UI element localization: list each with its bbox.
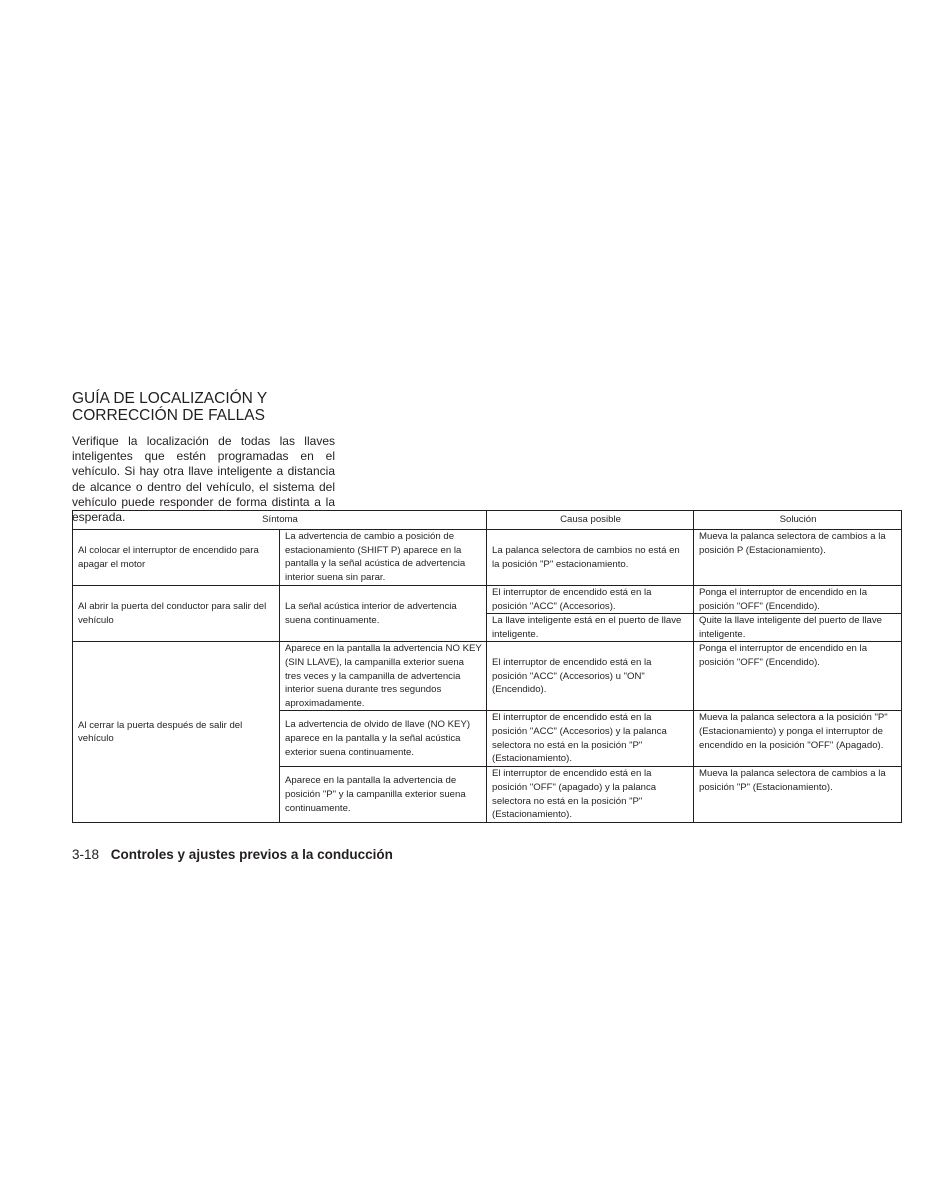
cause-cell: La palanca selectora de cambios no está en la posición "P" estacionamiento. <box>487 530 694 586</box>
symptom-cell: La advertencia de cambio a posición de estacionamiento (SHIFT P) aparece en la pantalla y la señal acústica de advertencia interior suena sin parar. <box>280 530 487 586</box>
header-symptom: Síntoma <box>73 511 487 530</box>
table-row <box>73 586 902 614</box>
cause-cell: El interruptor de encendido está en la posición "ACC" (Accesorios). <box>487 586 694 614</box>
section-heading-line1: GUÍA DE LOCALIZACIÓN Y <box>72 390 268 407</box>
solution-cell: Mueva la palanca selectora de cambios a la posición "P" (Estacionamiento). <box>694 767 902 823</box>
solution-cell: Ponga el interruptor de encendido en la posición "OFF" (Encendido). <box>694 586 902 614</box>
section-heading <box>72 390 342 424</box>
condition-cell: Al cerrar la puerta después de salir del vehículo <box>73 642 280 823</box>
chapter-title: Controles y ajustes previos a la conducción <box>110 847 393 862</box>
header-solution: Solución <box>694 511 902 530</box>
cause-cell: El interruptor de encendido está en la posición "ACC" (Accesorios) y la palanca selectora no está en la posición "P" (Estacionamiento). <box>487 711 694 767</box>
intro-paragraph: Verifique la localización de todas las llaves inteligentes que estén programadas en el vehículo. Si hay otra llave inteligente a distancia de alcance o dentro del vehículo, el sistema del vehículo puede responder de forma distinta a la esperada. <box>72 434 335 525</box>
solution-cell: Quite la llave inteligente del puerto de llave inteligente. <box>694 614 902 642</box>
cause-cell: La llave inteligente está en el puerto de llave inteligente. <box>487 614 694 642</box>
condition-cell: Al colocar el interruptor de encendido para apagar el motor <box>73 530 280 586</box>
header-cause: Causa posible <box>487 511 694 530</box>
table-header-row <box>73 511 902 530</box>
page-number: 3-18 <box>72 847 100 862</box>
solution-cell: Mueva la palanca selectora a la posición "P" (Estacionamiento) y ponga el interruptor de encendido en la posición "OFF" (Apagado). <box>694 711 902 767</box>
symptom-cell: La advertencia de olvido de llave (NO KEY) aparece en la pantalla y la señal acústica exterior suena continuamente. <box>280 711 487 767</box>
section-heading-line2: CORRECCIÓN DE FALLAS <box>72 407 265 424</box>
cause-cell: El interruptor de encendido está en la posición "ACC" (Accesorios) u "ON" (Encendido). <box>487 642 694 711</box>
table-row <box>73 642 902 711</box>
troubleshooting-table <box>72 510 902 823</box>
table-row <box>73 530 902 586</box>
solution-cell: Ponga el interruptor de encendido en la posición "OFF" (Encendido). <box>694 642 902 711</box>
cause-cell: El interruptor de encendido está en la posición "OFF" (apagado) y la palanca selectora no está en la posición "P" (Estacionamiento). <box>487 767 694 823</box>
condition-cell: Al abrir la puerta del conductor para salir del vehículo <box>73 586 280 642</box>
page-footer <box>72 846 393 864</box>
symptom-cell: Aparece en la pantalla la advertencia NO KEY (SIN LLAVE), la campanilla exterior suena tres veces y la campanilla de advertencia interior suena durante tres segundos aproximadamente. <box>280 642 487 711</box>
solution-cell: Mueva la palanca selectora de cambios a la posición P (Estacionamiento). <box>694 530 902 586</box>
symptom-cell: Aparece en la pantalla la advertencia de posición "P" y la campanilla exterior suena continuamente. <box>280 767 487 823</box>
symptom-cell: La señal acústica interior de advertencia suena continuamente. <box>280 586 487 642</box>
